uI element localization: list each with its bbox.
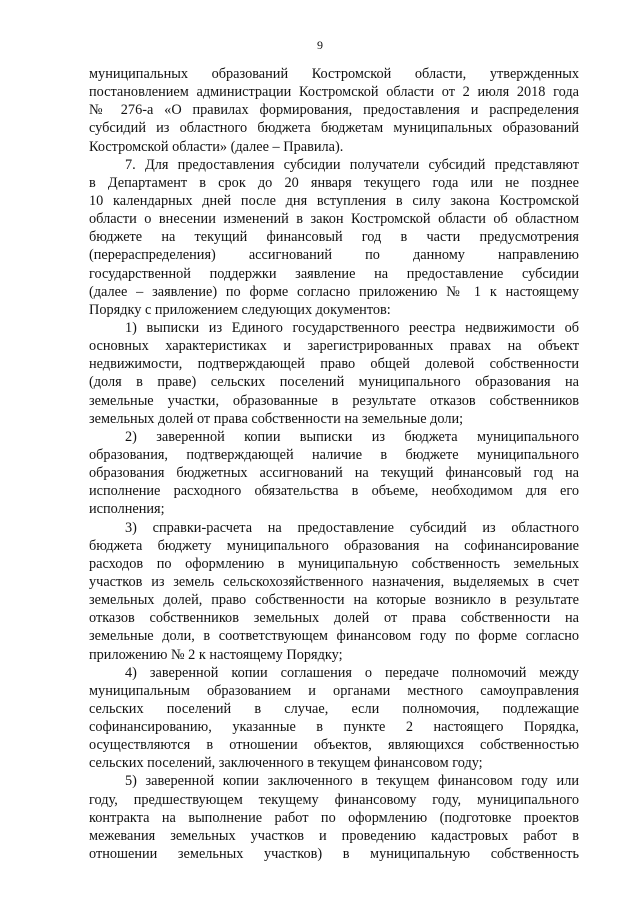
paragraph-first-line: 1) выписки из Единого государственного реестра недвижимости об	[125, 319, 579, 336]
paragraph-first-line: 4) заверенной копии соглашения о передаче полномочий между	[125, 664, 579, 681]
text-line: государственной поддержки заявление на предоставление субсидии	[89, 265, 579, 282]
text-line: (перераспределения) ассигнований по данному направлению	[89, 247, 579, 264]
text-line: Порядку с приложением следующих документов:	[89, 301, 391, 318]
text-line: земельных долей от права собственности на земельные доли;	[89, 410, 464, 427]
text-line: отношении земельных участков) в муниципальную собственность	[89, 846, 579, 863]
text-line: субсидий из областного бюджета бюджетам муниципальных образований	[89, 120, 579, 137]
text-line: образования бюджетных ассигнований на текущий финансовый год на	[89, 465, 579, 482]
text-line: году, предшествующем текущему финансовому году, муниципального	[89, 791, 579, 808]
text-line: муниципальным образованием и органами местного самоуправления	[89, 682, 579, 699]
text-line: бюджета бюджету муниципального образования на софинансирование	[89, 537, 579, 554]
page-number: 9	[317, 38, 323, 52]
text-line: 10 календарных дней после дня вступления в силу закона Костромской	[89, 192, 579, 209]
text-line: исполнение расходного обязательства в объеме, необходимом для его	[89, 483, 579, 500]
text-line: области о внесении изменений в закон Костромской области об областном	[89, 211, 579, 228]
text-line: осуществляются в отношении объектов, являющихся собственностью	[89, 737, 579, 754]
text-line: № 276-а «О правилах формирования, предоставления и распределения	[89, 102, 579, 119]
text-line: Костромской области» (далее – Правила).	[89, 138, 344, 155]
text-line: основных характеристиках и зарегистрированных правах на объект	[89, 338, 579, 355]
text-line: софинансированию, указанные в пункте 2 настоящего Порядка,	[89, 719, 579, 736]
text-line: расходов по оформлению в муниципальную собственность земельных	[89, 555, 579, 572]
text-line: образования, подтверждающей наличие в бюджете муниципального	[89, 446, 579, 463]
document-body	[89, 65, 579, 863]
paragraph-first-line: 3) справки-расчета на предоставление субсидий из областного	[125, 519, 579, 536]
text-line: контракта на выполнение работ по оформлению (подготовке проектов	[89, 809, 579, 826]
text-line: межевания земельных участков и проведению кадастровых работ в	[89, 827, 579, 844]
text-line: (доля в праве) сельских поселений муниципального образования на	[89, 374, 579, 391]
text-line: земельные доли, в соответствующем финансовом году по форме согласно	[89, 628, 579, 645]
text-line: сельских поселений, заключенного в текущем финансовом году;	[89, 755, 483, 772]
text-line: отказов собственников земельных долей от права собственности на	[89, 610, 579, 627]
text-line: исполнения;	[89, 501, 165, 518]
text-line: сельских поселений в случае, если полномочия, подлежащие	[89, 700, 579, 717]
text-line: земельных долей, право собственности на которые возникло в результате	[89, 592, 579, 609]
text-line: земельные участки, образованные в результате отказов собственников	[89, 392, 579, 409]
text-line: приложению № 2 к настоящему Порядку;	[89, 646, 343, 663]
text-line: недвижимости, подтверждающей право общей долевой собственности	[89, 356, 579, 373]
text-line: муниципальных образований Костромской области, утвержденных	[89, 66, 579, 82]
text-line: бюджете на текущий финансовый год в части предусмотрения	[89, 229, 579, 246]
text-line: участков из земель сельскохозяйственного назначения, выделяемых в счет	[89, 573, 579, 590]
paragraph-first-line: 2) заверенной копии выписки из бюджета муниципального	[125, 428, 579, 445]
paragraph-first-line: 7. Для предоставления субсидии получатели субсидий представляют	[125, 156, 579, 173]
text-line: в Департамент в срок до 20 января текущего года или не позднее	[89, 174, 579, 191]
text-line: постановлением администрации Костромской области от 2 июля 2018 года	[89, 84, 579, 101]
text-line: (далее – заявление) по форме согласно приложению № 1 к настоящему	[89, 283, 579, 300]
paragraph-first-line: 5) заверенной копии заключенного в текущем финансовом году или	[125, 773, 579, 790]
